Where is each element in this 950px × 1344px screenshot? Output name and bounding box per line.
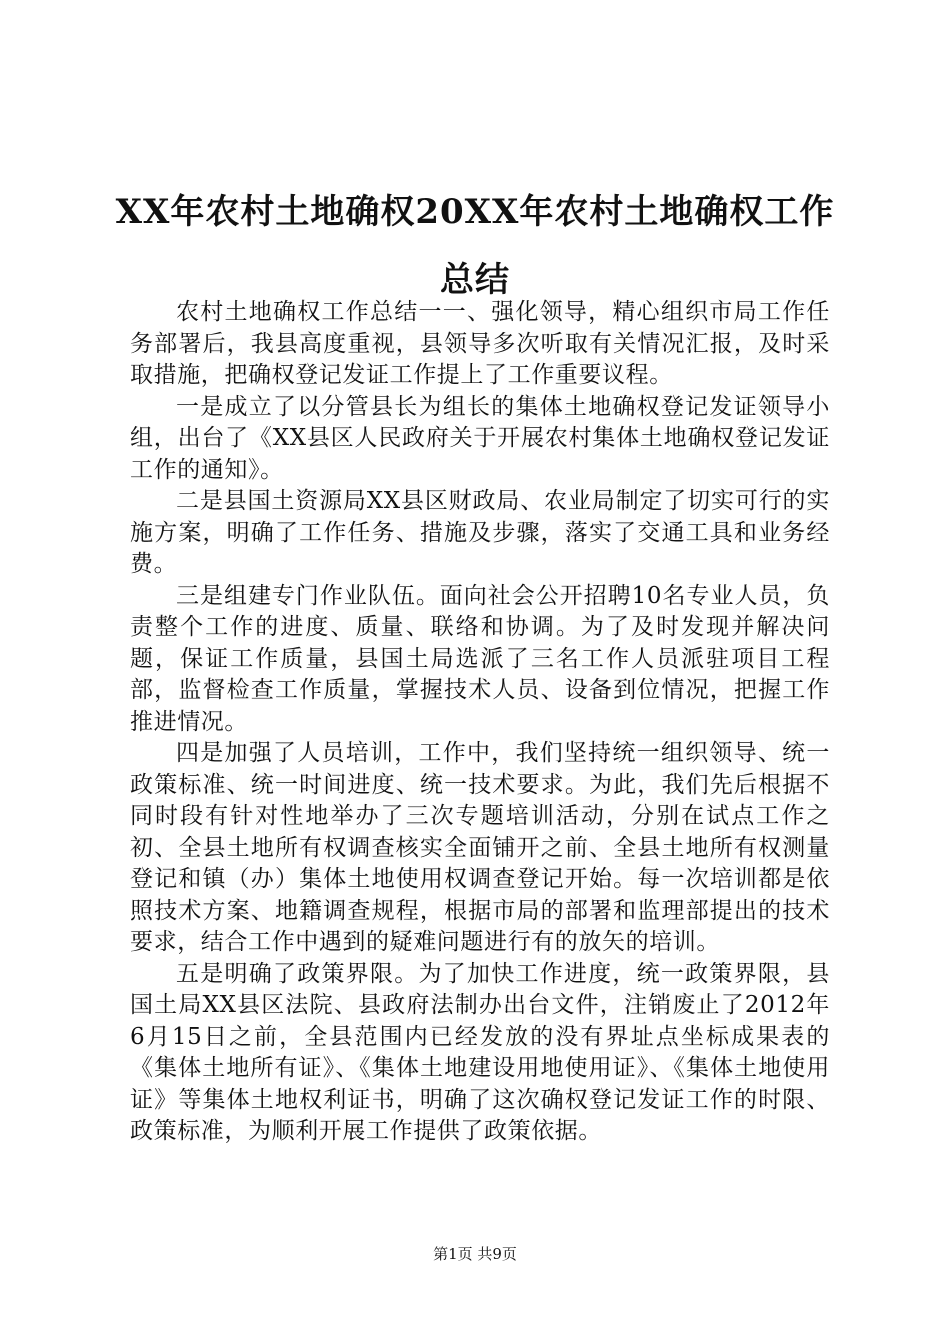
paragraph-3: 二是县国土资源局XX县区财政局、农业局制定了切实可行的实施方案，明确了工作任务、措施及步骤，落实了交通工具和业务经费。	[130, 488, 830, 577]
document-title: XX年农村土地确权20XX年农村土地确权工作总结	[115, 192, 835, 300]
paragraph-6: 五是明确了政策界限。为了加快工作进度，统一政策界限，县国土局XX县区法院、县政府法制办出台文件，注销废止了2012年6月15日之前，全县范围内已经发放的没有界址点坐标成果表的《集体土地所有证》、《集体土地建设用地使用证》、《集体土地使用证》等集体土地权利证书，明确了这次确权登记发证工作的时限、政策标准，为顺利开展工作提供了政策依据。	[130, 960, 830, 1144]
paragraph-2: 一是成立了以分管县长为组长的集体土地确权登记发证领导小组，出台了《XX县区人民政府关于开展农村集体土地确权登记发证工作的通知》。	[130, 393, 830, 483]
paragraph-5: 四是加强了人员培训，工作中，我们坚持统一组织领导、统一政策标准、统一时间进度、统一技术要求。为此，我们先后根据不同时段有针对性地举办了三次专题培训活动，分别在试点工作之初、全县土地所有权调查核实全面铺开之前、全县土地所有权测量登记和镇（办）集体土地使用权调查登记开始。每一次培训都是依照技术方案、地籍调查规程，根据市局的部署和监理部提出的技术要求，结合工作中遇到的疑难问题进行有的放矢的培训。	[130, 740, 830, 955]
page-number-footer: 第1页 共9页	[433, 1245, 517, 1263]
document-body	[130, 297, 830, 1148]
paragraph-4: 三是组建专门作业队伍。面向社会公开招聘10名专业人员，负责整个工作的进度、质量、联络和协调。为了及时发现并解决问题，保证工作质量，县国土局选派了三名工作人员派驻项目工程部，监督检查工作质量，掌握技术人员、设备到位情况，把握工作推进情况。	[130, 582, 830, 735]
paragraph-1: 农村土地确权工作总结一一、强化领导，精心组织市局工作任务部署后，我县高度重视，县领导多次听取有关情况汇报，及时采取措施，把确权登记发证工作提上了工作重要议程。	[130, 299, 830, 388]
